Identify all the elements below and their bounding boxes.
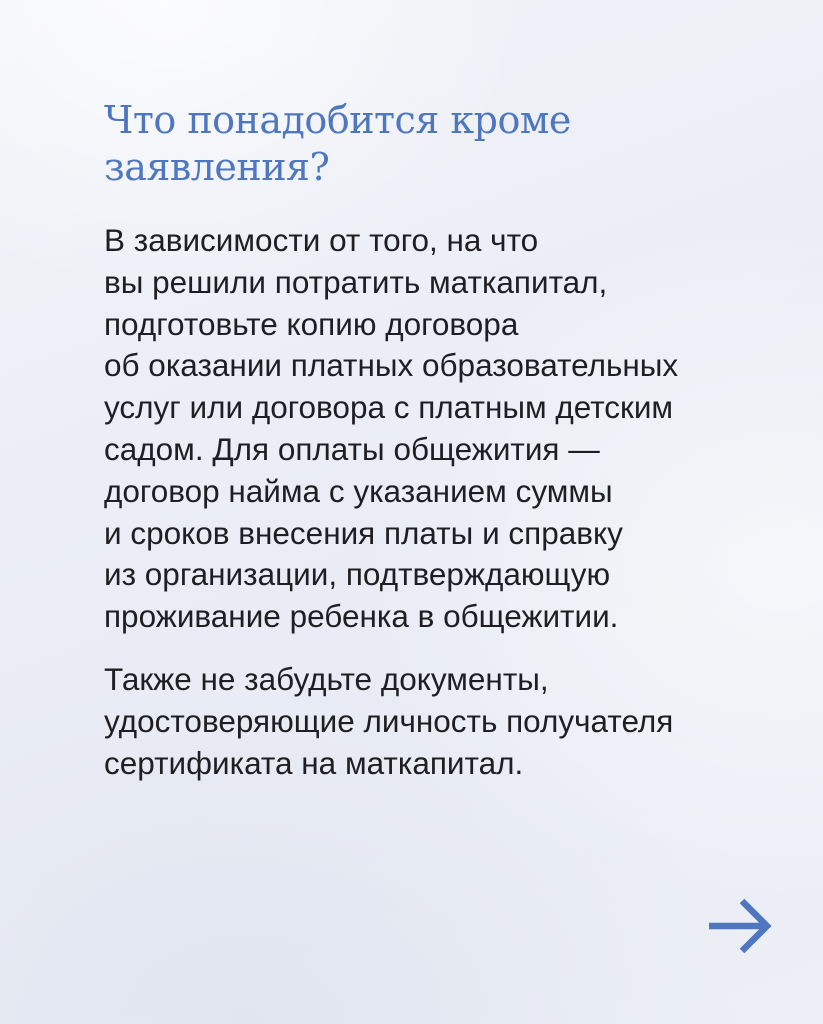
body-line: удостоверяющие личность получателя	[104, 702, 674, 739]
body-line: об оказании платных образовательных	[104, 347, 679, 384]
body-line: и сроков внесения платы и справку	[104, 514, 623, 551]
next-slide-button[interactable]	[706, 895, 774, 957]
slide-body	[104, 220, 784, 784]
title-line: заявления?	[104, 145, 330, 189]
body-line: подготовьте копию договора	[104, 305, 519, 342]
body-line: садом. Для оплаты общежития —	[104, 430, 600, 467]
body-line: договор найма с указанием суммы	[104, 472, 613, 509]
body-line: проживание ребенка в общежитии.	[104, 598, 619, 635]
body-line: Также не забудьте документы,	[104, 660, 549, 697]
slide-title	[104, 97, 744, 191]
arrow-right-icon	[706, 895, 774, 957]
body-line: В зависимости от того, на что	[104, 222, 539, 258]
body-line: сертификата на маткапитал.	[104, 744, 524, 781]
paragraph-identity-documents	[104, 659, 784, 784]
title-line: Что понадобится кроме	[104, 98, 571, 142]
body-line: услуг или договора с платным детским	[104, 389, 674, 426]
paragraph-documents	[104, 220, 784, 638]
body-line: из организации, подтверждающую	[104, 556, 611, 593]
body-line: вы решили потратить маткапитал,	[104, 263, 608, 300]
